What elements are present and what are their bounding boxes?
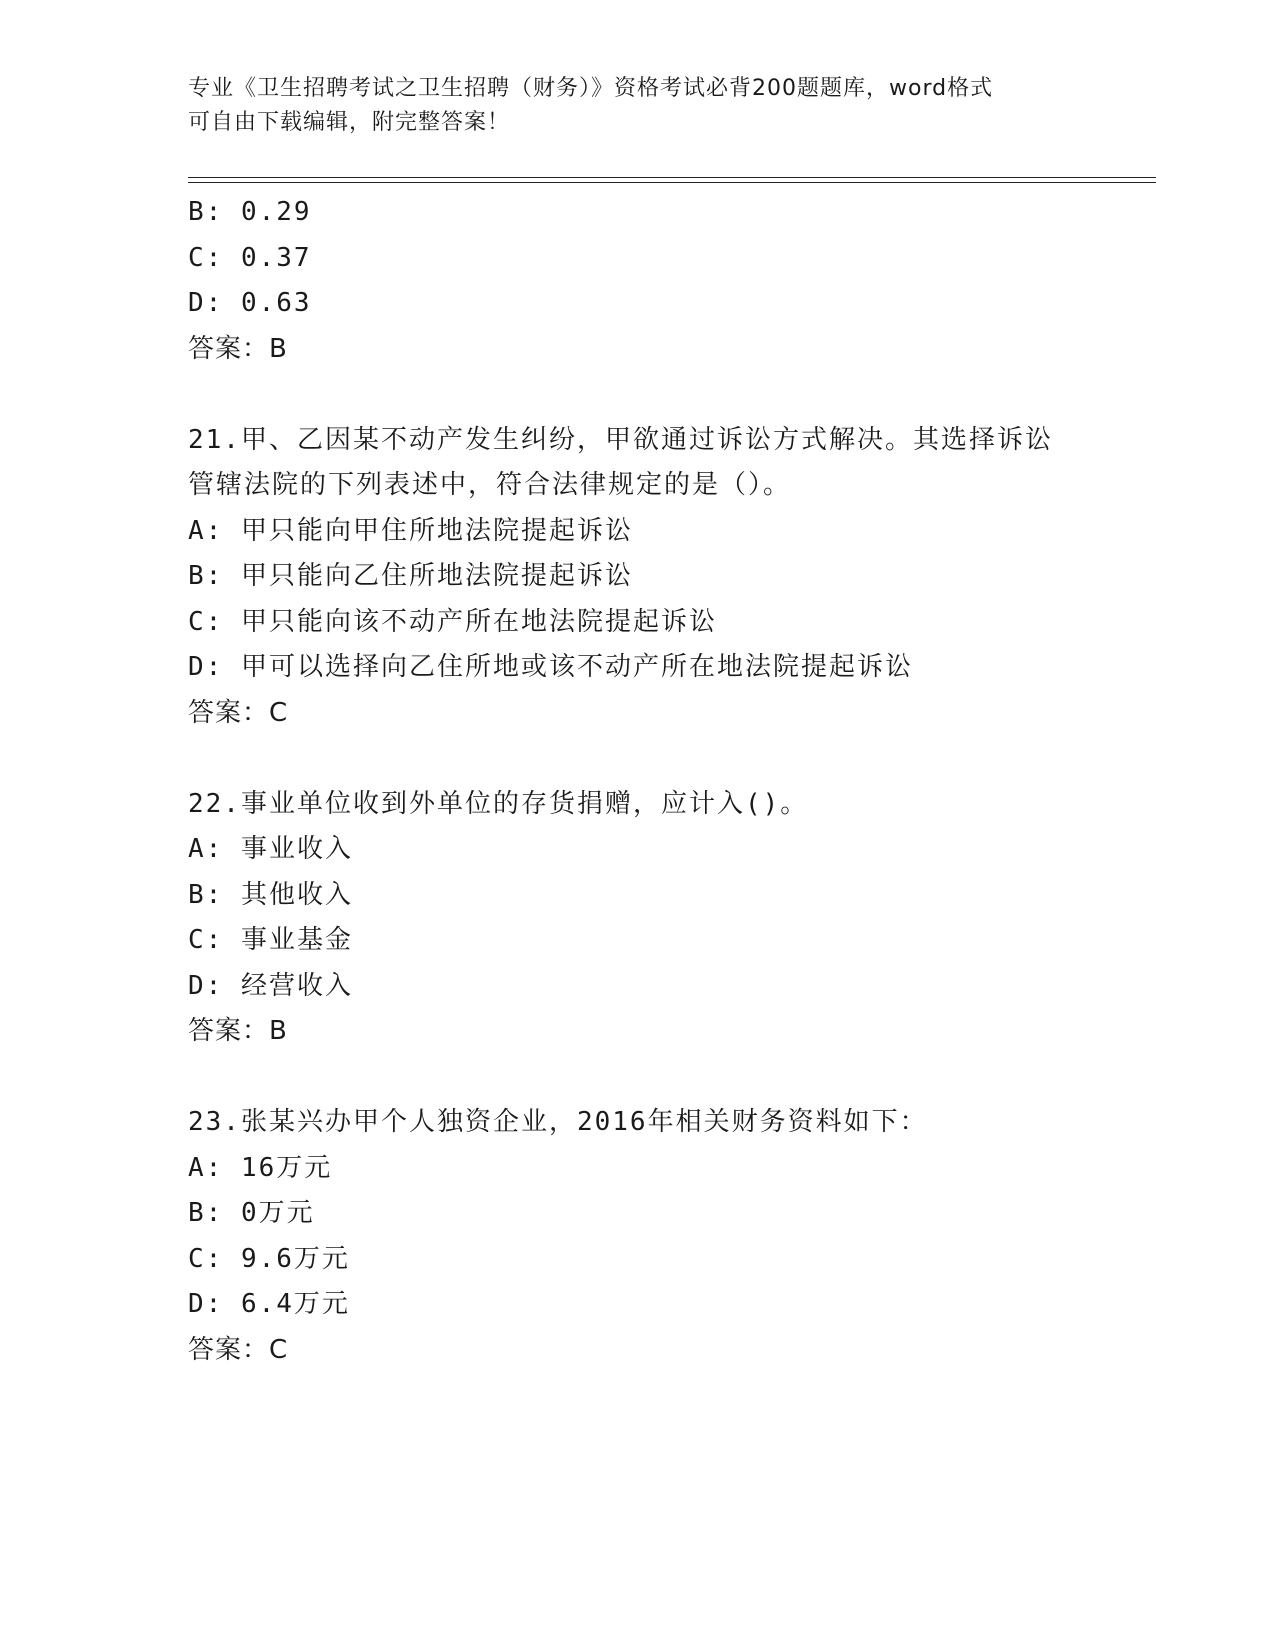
- option-c: C: 0.37: [188, 242, 312, 273]
- question-stem: 23.张某兴办甲个人独资企业，2016年相关财务资料如下：: [188, 1107, 928, 1137]
- option-c: C: 事业基金: [188, 925, 353, 955]
- answer-line: 答案：C: [188, 1334, 289, 1365]
- option-c: C: 甲只能向该不动产所在地法院提起诉讼: [188, 606, 717, 637]
- answer-line: 答案：C: [188, 697, 289, 728]
- option-b: B: 其他收入: [188, 879, 353, 910]
- header-divider-top: [188, 177, 1156, 178]
- spacer: [188, 1055, 1148, 1101]
- option-a: A: 事业收入: [188, 834, 353, 864]
- question-stem-continued: 管辖法院的下列表述中，符合法律规定的是（）。: [188, 470, 792, 500]
- question-21: [188, 418, 1148, 737]
- option-d: D: 经营收入: [188, 970, 353, 1001]
- document-header: [188, 72, 1088, 140]
- question-22: [188, 782, 1148, 1055]
- question-stem: 21.甲、乙因某不动产发生纠纷，甲欲通过诉讼方式解决。其选择诉讼: [188, 424, 1053, 455]
- question-23: [188, 1100, 1148, 1373]
- option-d: D: 0.63: [188, 288, 312, 318]
- option-b: B: 甲只能向乙住所地法院提起诉讼: [188, 561, 633, 591]
- header-divider-bottom: [188, 182, 1156, 183]
- question-20-tail: [188, 190, 1148, 372]
- option-a: A: 甲只能向甲住所地法院提起诉讼: [188, 515, 633, 546]
- question-list: [188, 190, 1148, 1373]
- header-line-2: 可自由下载编辑，附完整答案！: [188, 110, 511, 135]
- spacer: [188, 372, 1148, 418]
- option-d: D: 6.4万元: [188, 1289, 350, 1319]
- answer-line: 答案：B: [188, 333, 288, 364]
- option-a: A: 16万元: [188, 1152, 333, 1183]
- header-line-1: 专业《卫生招聘考试之卫生招聘（财务）》资格考试必背200题题库，word格式: [188, 76, 994, 101]
- option-b: B: 0.29: [188, 197, 312, 227]
- answer-line: 答案：B: [188, 1016, 288, 1046]
- spacer: [188, 736, 1148, 782]
- option-d: D: 甲可以选择向乙住所地或该不动产所在地法院提起诉讼: [188, 652, 913, 682]
- question-stem: 22.事业单位收到外单位的存货捐赠，应计入()。: [188, 788, 809, 819]
- option-b: B: 0万元: [188, 1198, 315, 1228]
- option-c: C: 9.6万元: [188, 1243, 350, 1274]
